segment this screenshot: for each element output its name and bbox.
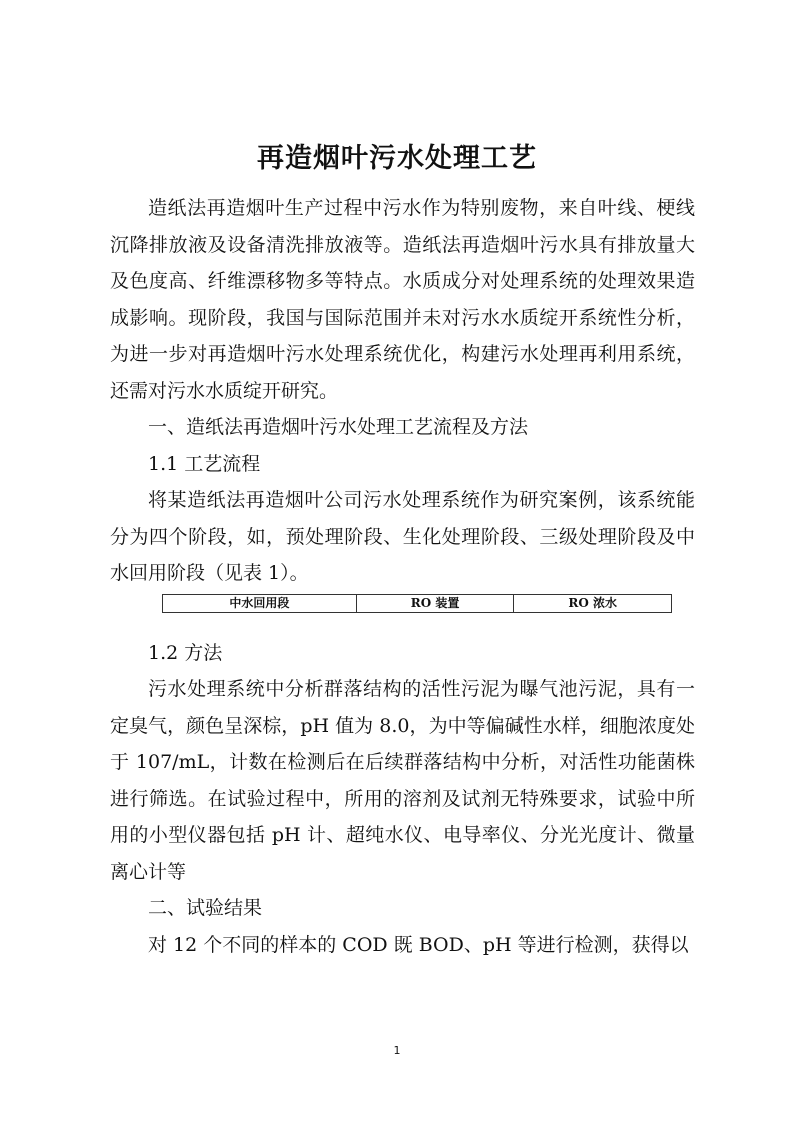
spacer [110,613,695,635]
section-1-heading: 一、造纸法再造烟叶污水处理工艺流程及方法 [148,416,529,438]
table-row [163,594,672,612]
table-cell: RO 浓水 [514,594,672,612]
section-1-2-heading: 1.2 方法 [148,641,223,664]
table-cell: 中水回用段 [163,594,357,612]
section-1-2-paragraph: 污水处理系统中分析群落结构的活性污泥为曝气池污泥，具有一定臭气，颜色呈深棕，pH 值为 8.0，为中等偏碱性水样，细胞浓度处于 107/mL，计数在检测后在后续群落结构中分析，对活性功能菌株进行筛选。在试验过程中，所用的溶剂及试剂无特殊要求，试验中所用的小型仪器包括 pH 计、超纯水仪、电导率仪、分光光度计、微量离心计等 [110,678,695,883]
section-1-1-paragraph: 将某造纸法再造烟叶公司污水处理系统作为研究案例，该系统能分为四个阶段，如，预处理阶段、生化处理阶段、三级处理阶段及中水回用阶段（见表 1）。 [110,489,695,584]
section-2-paragraph: 对 12 个不同的样本的 COD 既 BOD、pH 等进行检测，获得以 [148,933,689,956]
intro-paragraph: 造纸法再造烟叶生产过程中污水作为特别废物，来自叶线、梗线沉降排放液及设备清洗排放液等。造纸法再造烟叶污水具有排放量大及色度高、纤维漂移物多等特点。水质成分对处理系统的处理效果造成影响。现阶段，我国与国际范围并未对污水水质绽开系统性分析，为进一步对再造烟叶污水处理系统优化，构建污水处理再利用系统，还需对污水水质绽开研究。 [110,197,695,402]
page-number: 1 [393,1044,401,1057]
process-table [162,594,672,613]
section-2-heading: 二、试验结果 [148,897,263,919]
document-body [110,190,695,963]
section-1-1-heading: 1.1 工艺流程 [148,452,261,475]
table-cell: RO 装置 [356,594,514,612]
document-title: 再造烟叶污水处理工艺 [257,143,537,174]
